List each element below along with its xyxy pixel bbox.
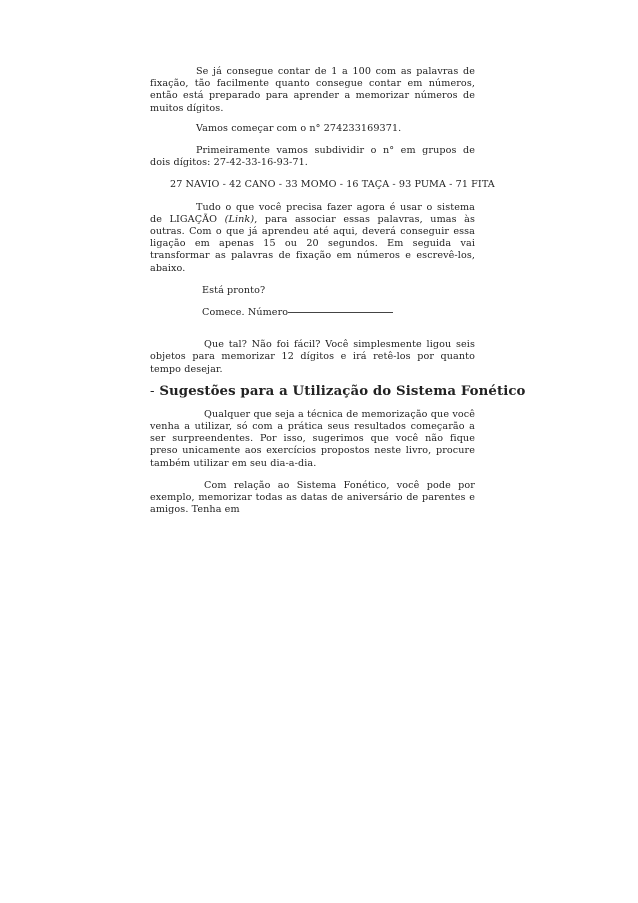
answer-blank xyxy=(288,312,393,313)
paragraph-start-number: Vamos começar com o n° 274233169371. xyxy=(196,122,402,134)
link-system-text-before: Tudo o que você precisa fazer agora é usar o sistema de LIGAÇÃO xyxy=(150,201,475,225)
paragraph-counting-intro: Se já consegue contar de 1 a 100 com as palavras de fixação, tão facilmente quanto consegue contar em números, então está preparado para aprender a memorizar números de muitos dígitos. xyxy=(150,66,475,114)
heading-title: Sugestões para a Utilização do Sistema Fonético xyxy=(159,383,526,399)
link-term: (Link) xyxy=(224,213,255,225)
section-heading xyxy=(150,383,526,400)
paragraph-link-system xyxy=(150,202,475,275)
heading-dash: - xyxy=(150,383,155,399)
paragraph-phonetic-dates: Com relação ao Sistema Fonético, você pode por exemplo, memorizar todas as datas de aniversário de parentes e amigos. Tenha em xyxy=(150,479,475,516)
document-page xyxy=(150,66,526,516)
link-system-text-after: , para associar essas palavras, umas às outras. Com o que já aprendeu até aqui, deverá conseguir essa ligação em apenas 15 ou 20 segundos. Em seguida vai transformar as palavras de fixação em números e escrevê-los, abaixo. xyxy=(150,213,475,274)
word-pairs-line: 27 NAVIO - 42 CANO - 33 MOMO - 16 TAÇA - 93 PUMA - 71 FITA xyxy=(170,179,495,191)
paragraph-result: Que tal? Não foi fácil? Você simplesmente ligou seis objetos para memorizar 12 dígitos e irá retê-los por quanto tempo desejar. xyxy=(150,339,475,375)
number-answer-line xyxy=(150,307,475,319)
number-label: Comece. Número xyxy=(202,307,289,319)
ready-question: Está pronto? xyxy=(202,284,266,296)
paragraph-practice: Qualquer que seja a técnica de memorização que você venha a utilizar, só com a prática seus resultados começarão a ser surpreendentes. Por isso, sugerimos que você não fique preso unicamente aos exercícios propostos neste livro, procure também utilizar em seu dia-a-dia. xyxy=(150,408,475,469)
paragraph-subdivide: Primeiramente vamos subdividir o n° em grupos de dois dígitos: 27-42-33-16-93-71. xyxy=(150,145,475,169)
